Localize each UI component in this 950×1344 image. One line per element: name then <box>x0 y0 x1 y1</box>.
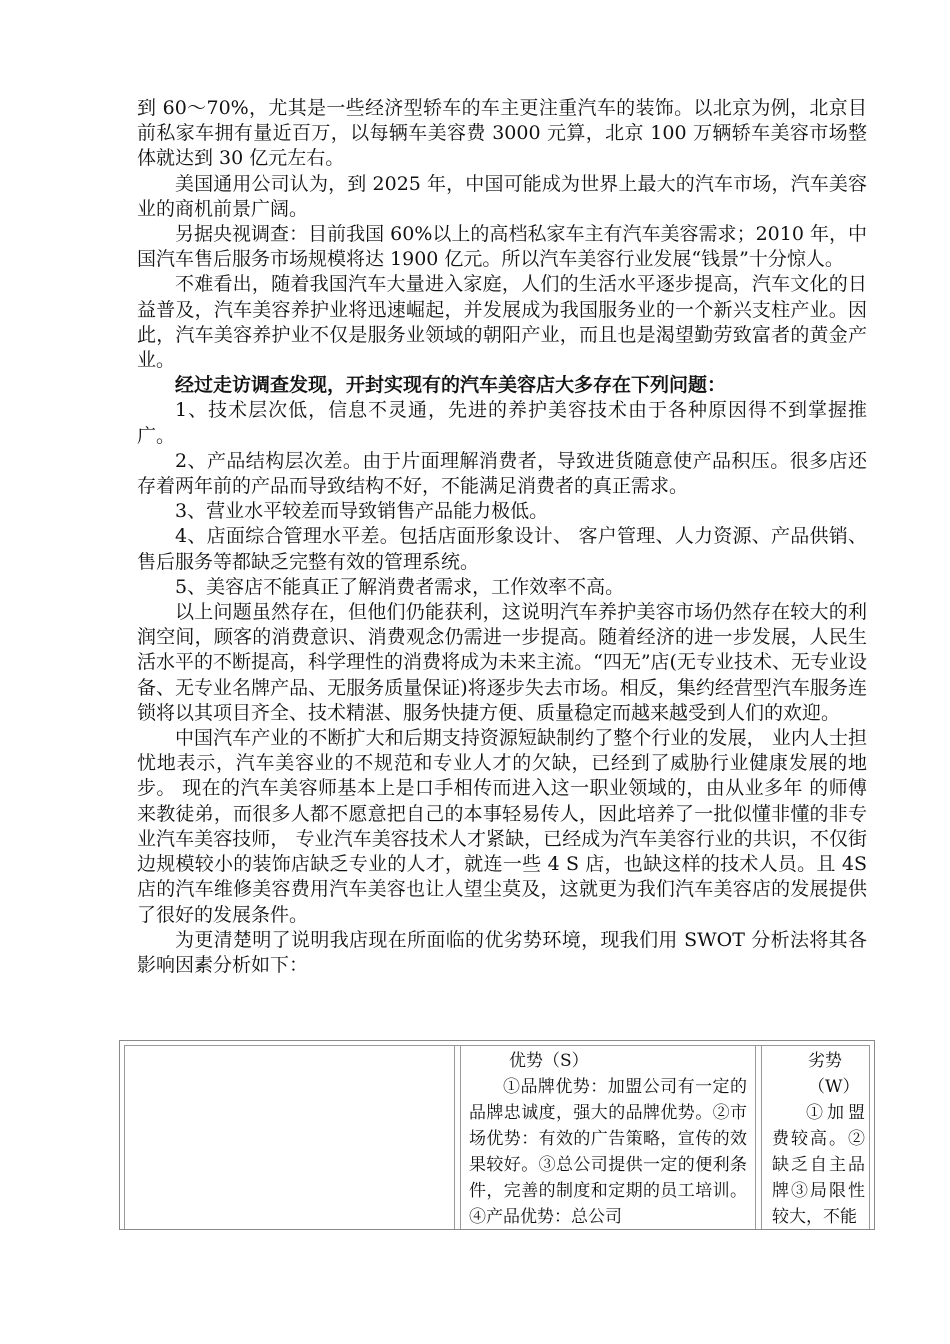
weaknesses-body: ①加盟费较高。②缺乏自主品牌③局限性较大，不能 <box>772 1103 865 1227</box>
swot-strengths-cell <box>460 1046 756 1229</box>
swot-empty-cell <box>125 1046 455 1229</box>
paragraph-market-beijing: 到 60～70%，尤其是一些经济型轿车的车主更注重汽车的装饰。以北京为例，北京目前私家车拥有量近百万，以每辆车美容费 3000 元算，北京 100 万辆轿车美容市场整体就达到 30 亿元左右。 <box>137 97 867 170</box>
swot-table-inner <box>124 1045 870 1229</box>
swot-table <box>119 1040 875 1230</box>
problem-item-4: 4、店面综合管理水平差。包括店面形象设计、 客户管理、人力资源、产品供销、售后服务等都缺乏完整有效的管理系统。 <box>137 525 867 573</box>
weaknesses-title: 劣势（W） <box>808 1051 860 1097</box>
problem-item-2: 2、产品结构层次差。由于片面理解消费者，导致进货随意使产品积压。很多店还存着两年前的产品而导致结构不好，不能满足消费者的真正需求。 <box>137 449 867 498</box>
paragraph-swot-intro: 为更清楚明了说明我店现在所面临的优劣势环境，现我们用 SWOT 分析法将其各影响因素分析如下： <box>137 928 867 976</box>
problem-item-3: 3、营业水平较差而导致销售产品能力极低。 <box>175 500 549 523</box>
paragraph-profit-space: 以上问题虽然存在，但他们仍能获利，这说明汽车养护美容市场仍然存在较大的利润空间，顾客的消费意识、消费观念仍需进一步提高。随着经济的进一步发展，人民生活水平的不断提高，科学理性的消费将成为未来主流。“四无”店(无专业技术、无专业设备、无专业名牌产品、无服务质量保证)将逐步失去市场。相反，集约经营型汽车服务连锁将以其项目齐全、技术精湛、服务快捷方便、质量稳定而越来越受到人们的欢迎。 <box>137 601 867 724</box>
paragraph-talent-shortage: 中国汽车产业的不断扩大和后期支持资源短缺制约了整个行业的发展， 业内人士担忧地表示，汽车美容业的不规范和专业人才的欠缺，已经到了威胁行业健康发展的地步。 现在的汽车美容师基本上是口手相传而进入这一职业领域的，由从业多年 的师傅来教徒弟，而很多人都不愿意把自己的本事轻易传人，因此培养了一批似懂非懂的非专业汽车美容技师， 专业汽车美容技术人才紧缺，已经成为汽车美容行业的共识，不仅街边规模较小的装饰店缺乏专业的人才，就连一些 4 S 店，也缺这样的技术人员。且 4S 店的汽车维修美容费用汽车美容也让人望尘莫及，这就更为我们汽车美容店的发展提供了很好的发展条件。 <box>137 727 867 926</box>
document-body <box>137 96 867 978</box>
section-heading-problems: 经过走访调查发现，开封实现有的汽车美容店大多存在下列问题： <box>175 374 727 397</box>
paragraph-cctv-survey: 另据央视调查：目前我国 60%以上的高档私家车主有汽车美容需求；2010 年，中国汽车售后服务市场规模将达 1900 亿元。所以汽车美容行业发展“钱景”十分惊人。 <box>137 223 867 271</box>
paragraph-industry-outlook: 不难看出，随着我国汽车大量进入家庭，人们的生活水平逐步提高，汽车文化的日益普及，汽车美容养护业将迅速崛起，并发展成为我国服务业的一个新兴支柱产业。因此，汽车美容养护业不仅是服务业领域的朝阳产业，而且也是渴望勤劳致富者的黄金产业。 <box>137 273 867 372</box>
problem-item-1: 1、技术层次低，信息不灵通，先进的养护美容技术由于各种原因得不到掌握推广。 <box>137 399 867 447</box>
swot-weaknesses-cell <box>761 1046 871 1229</box>
strengths-body: ①品牌优势：加盟公司有一定的品牌忠诚度，强大的品牌优势。②市场优势：有效的广告策略，宣传的效果较好。③总公司提供一定的便利条件，完善的制度和定期的员工培训。④产品优势：总公司 <box>469 1077 747 1227</box>
paragraph-gm-forecast: 美国通用公司认为，到 2025 年，中国可能成为世界上最大的汽车市场，汽车美容业的商机前景广阔。 <box>137 172 867 220</box>
problem-item-5: 5、美容店不能真正了解消费者需求，工作效率不高。 <box>175 575 625 598</box>
strengths-title: 优势（S） <box>509 1051 589 1071</box>
